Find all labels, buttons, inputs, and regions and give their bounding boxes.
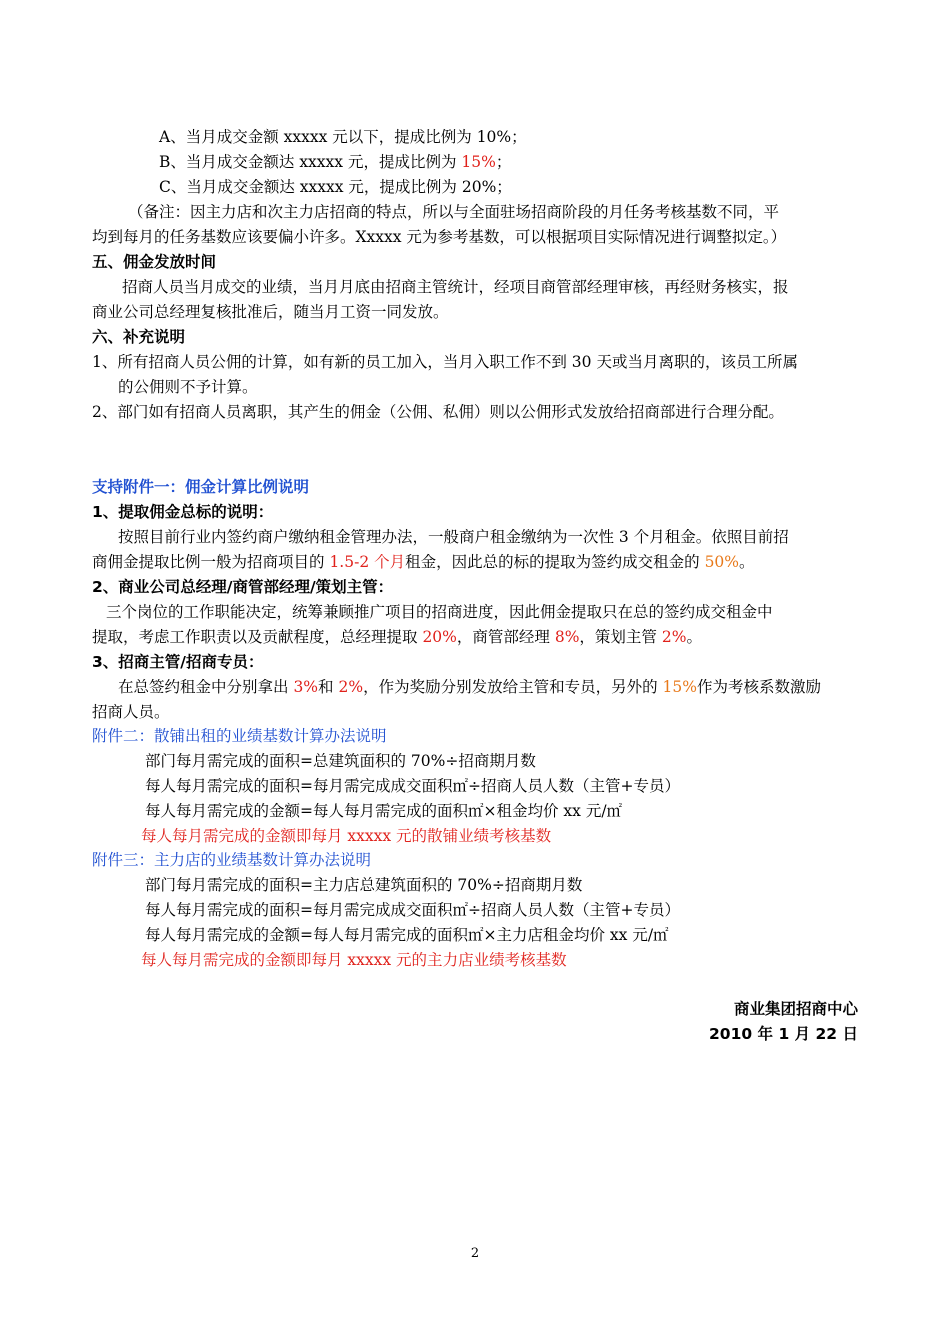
section6-item1-line-2: 的公佣则不予计算。 [118,378,258,396]
annex1-para1-text-b: 租金，因此总的标的提取为签约成交租金的 [405,553,705,571]
annex1-planner-rate: 2% [661,628,687,646]
tier-c-text: C、当月成交金额达 xxxxx 元，提成比例为 [159,178,462,196]
annex2-title: 附件二：散铺出租的业绩基数计算办法说明 [92,727,387,745]
annex1-para3-text-c: 作为考核系数激励 [696,678,821,696]
tier-b-rate: 15% [461,153,496,171]
note-line-2: 均到每月的任务基数应该要偏小许多。Xxxxx 元为参考基数，可以根据项目实际情况进行调整拟定。） [92,228,787,246]
annex1-incentive-rate: 15% [662,678,697,696]
annex1-para1-text-a: 商佣金提取比例一般为招商项目的 [92,553,330,571]
tier-a-text: A、当月成交金额 xxxxx 元以下，提成比例为 [159,128,477,146]
signature-org: 商业集团招商中心 [733,1000,858,1018]
section5-line-1: 招商人员当月成交的业绩，当月月底由招商主管统计，经项目商管部经理审核，再经财务核实，报 [122,278,789,296]
annex1-para2-line-1: 三个岗位的工作职能决定，统筹兼顾推广项目的招商进度，因此佣金提取只在总的签约成交租金中 [106,603,773,621]
page-number: 2 [470,1246,480,1261]
annex1-para3-text-a: 在总签约租金中分别拿出 [118,678,294,696]
annex3-line-1: 部门每月需完成的面积=主力店总建筑面积的 70%÷招商期月数 [145,876,583,894]
section6-item2: 2、部门如有招商人员离职，其产生的佣金（公佣、私佣）则以公佣形式发放给招商部进行合理分配。 [92,403,784,421]
annex2-line-4: 每人每月需完成的金额即每月 xxxxx 元的散铺业绩考核基数 [141,827,552,845]
signature-date: 2010 年 1 月 22 日 [709,1025,858,1043]
annex1-heading-2: 2、商业公司总经理/商管部经理/策划主管： [92,578,394,596]
annex1-para3-text-b: ，作为奖励分别发放给主管和专员，另外的 [363,678,663,696]
annex1-total-rate: 50% [704,553,740,571]
annex1-para2-line-2 [92,625,702,649]
annex1-para3-line-1 [118,675,821,699]
annex2-line-2: 每人每月需完成的面积=每月需完成成交面积㎡÷招商人员人数（主管+专员） [145,777,680,795]
annex1-heading-1: 1、提取佣金总标的说明： [92,503,274,521]
annex1-heading-3: 3、招商主管/招商专员： [92,653,264,671]
annex1-para1-line-2 [92,550,755,574]
annex1-supervisor-rate: 3% [293,678,319,696]
section5-heading: 五、佣金发放时间 [92,253,217,271]
section6-item1-line-1: 1、所有招商人员公佣的计算，如有新的员工加入，当月入职工作不到 30 天或当月离职的，该员工所属 [92,353,798,371]
annex1-para3-line-2: 招商人员。 [92,703,170,721]
tier-b-line [159,150,511,174]
tier-c-rate: 20%； [461,178,512,196]
tier-c-line [159,175,512,199]
annex3-line-2: 每人每月需完成的面积=每月需完成成交面积㎡÷招商人员人数（主管+专员） [145,901,680,919]
annex2-line-1: 部门每月需完成的面积=总建筑面积的 70%÷招商期月数 [145,752,536,770]
annex1-months-highlight: 1.5-2 个月 [329,553,406,571]
annex1-specialist-rate: 2% [338,678,364,696]
annex1-gm-rate: 20% [422,628,457,646]
tier-a-rate: 10%； [476,128,527,146]
annex1-para2-text-c: ，策划主管 [579,628,662,646]
tier-b-post: ； [495,153,512,171]
annex1-para2-text-d: 。 [686,628,702,646]
tier-b-text: B、当月成交金额达 xxxxx 元，提成比例为 [159,153,462,171]
annex1-para1-line-1: 按照目前行业内签约商户缴纳租金管理办法，一般商户租金缴纳为一次性 3 个月租金。依照目前招 [118,528,789,546]
annex1-title: 支持附件一：佣金计算比例说明 [92,478,310,496]
annex2-line-3: 每人每月需完成的金额=每人每月需完成的面积㎡×租金均价 xx 元/㎡ [145,802,623,820]
section6-heading: 六、补充说明 [92,328,186,346]
annex3-line-3: 每人每月需完成的金额=每人每月需完成的面积㎡×主力店租金均价 xx 元/㎡ [145,926,669,944]
tier-a-line [159,125,527,149]
section5-line-2: 商业公司总经理复核批准后，随当月工资一同发放。 [92,303,449,321]
annex1-para1-text-c: 。 [739,553,755,571]
annex3-title: 附件三：主力店的业绩基数计算办法说明 [92,851,372,869]
annex1-para2-text-a: 提取，考虑工作职责以及贡献程度，总经理提取 [92,628,423,646]
annex1-manager-rate: 8% [554,628,580,646]
annex1-para2-text-b: ，商管部经理 [456,628,555,646]
annex3-line-4: 每人每月需完成的金额即每月 xxxxx 元的主力店业绩考核基数 [141,951,567,969]
annex1-para3-and: 和 [318,678,339,696]
note-line-1: （备注：因主力店和次主力店招商的特点，所以与全面驻场招商阶段的月任务考核基数不同，平 [128,203,780,221]
